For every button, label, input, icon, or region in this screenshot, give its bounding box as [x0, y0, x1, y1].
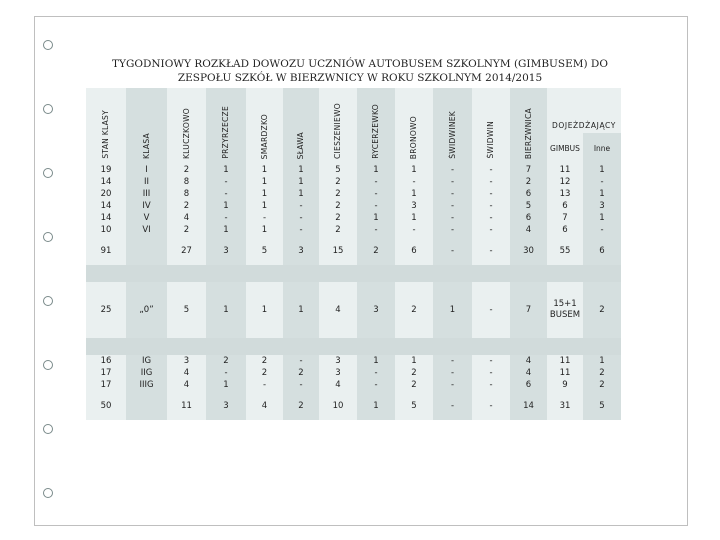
table-row: [86, 200, 621, 212]
table-cell: 2: [206, 355, 246, 367]
table-cell: VI: [126, 224, 167, 236]
separator-band: [86, 265, 621, 282]
column-header-label: PRZYRZECZE: [221, 106, 230, 159]
binder-ring-icon: [43, 104, 53, 114]
table-cell: I: [126, 164, 167, 176]
table-cell: 31: [547, 391, 583, 420]
table-cell: 16: [86, 355, 126, 367]
table-cell: 2: [319, 200, 357, 212]
column-header: [472, 88, 510, 164]
table-cell: 1: [246, 224, 283, 236]
table-cell: 2: [395, 367, 433, 379]
table-cell: -: [246, 212, 283, 224]
schedule-table: [86, 88, 621, 420]
table-cell: 1: [357, 212, 395, 224]
column-header-label: KLASA: [141, 133, 151, 159]
column-header-label: STAN KLASY: [101, 110, 110, 159]
column-header: [395, 88, 433, 164]
table-cell: -: [395, 176, 433, 188]
table-row: [86, 212, 621, 224]
table-cell: 14: [86, 200, 126, 212]
table-cell: -: [433, 176, 472, 188]
table-cell: 30: [510, 236, 547, 265]
table-cell: -: [433, 236, 472, 265]
table-cell: 15: [319, 236, 357, 265]
table-cell: 3: [206, 391, 246, 420]
table-cell: 5: [510, 200, 547, 212]
table-cell: 1: [246, 282, 283, 338]
subheader-cell: GIMBUS: [547, 133, 583, 164]
table-cell: 3: [395, 200, 433, 212]
table-cell: 8: [167, 188, 206, 200]
table-cell: 2: [395, 379, 433, 391]
table-cell: 1: [395, 355, 433, 367]
column-header-label: CIESZENIEWO: [333, 102, 342, 159]
column-header: [283, 88, 319, 164]
table-cell: 50: [86, 391, 126, 420]
table-cell: 1: [206, 200, 246, 212]
table-cell: IIIG: [126, 379, 167, 391]
table-cell: -: [283, 379, 319, 391]
table-cell: 2: [167, 164, 206, 176]
table-cell: -: [357, 176, 395, 188]
table-cell: 19: [86, 164, 126, 176]
table-cell: 2: [246, 367, 283, 379]
table-cell: 6: [395, 236, 433, 265]
table-cell: 1: [246, 188, 283, 200]
table-cell: -: [206, 188, 246, 200]
table-cell: 6: [510, 379, 547, 391]
table-cell: [126, 391, 167, 420]
table-cell: 14: [86, 176, 126, 188]
table-cell: -: [472, 236, 510, 265]
table-cell: 1: [583, 212, 621, 224]
table-cell: 1: [283, 188, 319, 200]
table-cell: „0”: [126, 282, 167, 338]
table-cell: 91: [86, 236, 126, 265]
table-row: [86, 224, 621, 236]
table-cell: -: [433, 188, 472, 200]
table-cell: 1: [283, 164, 319, 176]
table-cell: 1: [583, 164, 621, 176]
table-cell: 10: [319, 391, 357, 420]
table-cell: 1: [583, 355, 621, 367]
table-row: [86, 379, 621, 391]
column-header: [86, 88, 126, 164]
table-cell: 1: [433, 282, 472, 338]
separator-row: [86, 265, 621, 282]
table-cell: 4: [510, 355, 547, 367]
table-cell: -: [433, 355, 472, 367]
table-cell: -: [283, 355, 319, 367]
table-cell: 1: [206, 379, 246, 391]
table-row: [86, 367, 621, 379]
table-cell: 2: [319, 212, 357, 224]
table-cell: -: [433, 379, 472, 391]
table-cell: -: [357, 379, 395, 391]
table-cell: 14: [86, 212, 126, 224]
table-cell: [126, 236, 167, 265]
table-cell: 7: [547, 212, 583, 224]
table-cell: 2: [357, 236, 395, 265]
column-header: [246, 88, 283, 164]
table-cell: 4: [167, 212, 206, 224]
table-cell: 3: [283, 236, 319, 265]
table-cell: 2: [167, 200, 206, 212]
table-cell: 1: [283, 282, 319, 338]
table-cell: -: [433, 224, 472, 236]
table-cell: 6: [547, 224, 583, 236]
table-cell: -: [472, 164, 510, 176]
table-cell: -: [472, 224, 510, 236]
column-header-label: SMARDZKO: [259, 113, 269, 159]
table-cell: -: [472, 176, 510, 188]
column-header-label: BIERZWNICA: [523, 107, 533, 159]
table-cell: 1: [206, 282, 246, 338]
table-cell: IIG: [126, 367, 167, 379]
binder-ring-icon: [43, 40, 53, 50]
table-cell: -: [357, 224, 395, 236]
table-cell: 1: [395, 164, 433, 176]
column-header-label: BRONOWO: [409, 115, 418, 159]
table-cell: 8: [167, 176, 206, 188]
column-header: [126, 88, 167, 164]
table-cell: 4: [167, 367, 206, 379]
table-cell: 3: [583, 200, 621, 212]
table-cell: -: [472, 200, 510, 212]
table-cell: -: [583, 176, 621, 188]
table-cell: IG: [126, 355, 167, 367]
table-cell: 6: [510, 188, 547, 200]
binder-ring-icon: [43, 296, 53, 306]
table-cell: 2: [319, 176, 357, 188]
table-cell: 3: [206, 236, 246, 265]
table-cell: -: [472, 188, 510, 200]
table-cell: 1: [206, 164, 246, 176]
table-cell: 5: [319, 164, 357, 176]
table-cell: -: [206, 176, 246, 188]
table-cell: -: [357, 200, 395, 212]
table-cell: -: [206, 212, 246, 224]
table-cell: 7: [510, 282, 547, 338]
page-title: TYGODNIOWY ROZKŁAD DOWOZU UCZNIÓW AUTOBUSEM SZKOLNYM (GIMBUSEM) DO ZESPOŁU SZKÓŁ W BIERZWNICY W ROKU SZKOLNYM 2014/2015: [112, 58, 608, 84]
table-cell: 1: [206, 224, 246, 236]
table-cell: 9: [547, 379, 583, 391]
table-cell: 1: [357, 391, 395, 420]
column-header-label: RYCERZEWKO: [371, 104, 380, 159]
table-cell: 2: [246, 355, 283, 367]
table-cell: -: [472, 282, 510, 338]
table-cell: 7: [510, 164, 547, 176]
table-cell: 2: [319, 224, 357, 236]
table-cell: 11: [547, 367, 583, 379]
table-cell: -: [433, 367, 472, 379]
table-cell: 11: [547, 355, 583, 367]
table-cell: III: [126, 188, 167, 200]
column-header-label: ŚWIDWINEK: [447, 111, 457, 159]
table-cell: 13: [547, 188, 583, 200]
table-cell: -: [283, 212, 319, 224]
table-cell: 4: [167, 379, 206, 391]
dojezdzajacy-header: DOJEŻDŻAJĄCY: [547, 88, 621, 133]
column-header: [319, 88, 357, 164]
table-cell: -: [433, 212, 472, 224]
table-cell: 2: [583, 379, 621, 391]
table-cell: 5: [167, 282, 206, 338]
table-cell: 2: [167, 224, 206, 236]
table-cell: 1: [357, 164, 395, 176]
table-cell: 1: [395, 188, 433, 200]
table-cell: 1: [246, 200, 283, 212]
table-row: [86, 355, 621, 367]
table-cell: 14: [510, 391, 547, 420]
table-cell: -: [395, 224, 433, 236]
table-cell: -: [472, 391, 510, 420]
table-cell: 10: [86, 224, 126, 236]
column-header-label: SŁAWA: [296, 131, 305, 159]
table-cell: -: [283, 224, 319, 236]
separator-row: [86, 338, 621, 355]
table-cell: 1: [357, 355, 395, 367]
table-cell: 2: [395, 282, 433, 338]
table-cell: 5: [583, 391, 621, 420]
table-cell: 2: [583, 367, 621, 379]
table-cell: 2: [583, 282, 621, 338]
table-cell: 3: [319, 367, 357, 379]
table-cell: IV: [126, 200, 167, 212]
table-cell: -: [472, 379, 510, 391]
column-header: [510, 88, 547, 164]
binder-ring-icon: [43, 488, 53, 498]
subheader-cell: Inne: [583, 133, 621, 164]
table-row: [86, 164, 621, 176]
table-cell: 4: [319, 379, 357, 391]
table-cell: -: [583, 224, 621, 236]
column-header: [357, 88, 395, 164]
table-cell: 3: [357, 282, 395, 338]
table-cell: 3: [167, 355, 206, 367]
table-cell: 1: [246, 164, 283, 176]
table-cell: 2: [510, 176, 547, 188]
column-header-label: ŚWIDWIN: [486, 121, 495, 159]
binder-ring-icon: [43, 168, 53, 178]
table-cell: 25: [86, 282, 126, 338]
table-cell: II: [126, 176, 167, 188]
table-cell: 1: [246, 176, 283, 188]
binder-ring-icon: [43, 360, 53, 370]
table-cell: 2: [319, 188, 357, 200]
table-row: [86, 176, 621, 188]
table-cell: 6: [510, 212, 547, 224]
separator-band: [86, 338, 621, 355]
table-cell: 5: [395, 391, 433, 420]
table-cell: 4: [319, 282, 357, 338]
table-body: [86, 88, 621, 420]
table-cell: -: [246, 379, 283, 391]
table-row: [86, 282, 621, 338]
table-cell: 4: [510, 224, 547, 236]
table-cell: 6: [583, 236, 621, 265]
table-cell: 3: [319, 355, 357, 367]
table-cell: 55: [547, 236, 583, 265]
table-cell: 1: [283, 176, 319, 188]
table-cell: 6: [547, 200, 583, 212]
table-cell: -: [472, 355, 510, 367]
table-cell: -: [472, 212, 510, 224]
binder-ring-icon: [43, 232, 53, 242]
column-header: [167, 88, 206, 164]
table-cell: 11: [547, 164, 583, 176]
table-cell: 4: [246, 391, 283, 420]
binder-ring-icon: [43, 424, 53, 434]
table-cell: V: [126, 212, 167, 224]
column-header: [433, 88, 472, 164]
table-cell: 11: [167, 391, 206, 420]
table-cell: 5: [246, 236, 283, 265]
table-cell: -: [472, 367, 510, 379]
header-row: [86, 88, 621, 133]
table-cell: -: [206, 367, 246, 379]
table-cell: 1: [583, 188, 621, 200]
table-cell: 2: [283, 391, 319, 420]
table-cell: 2: [283, 367, 319, 379]
table-cell: -: [283, 200, 319, 212]
summary-row: [86, 236, 621, 265]
table-cell: -: [433, 164, 472, 176]
table-cell: -: [433, 200, 472, 212]
table-cell: -: [357, 367, 395, 379]
table-cell: 4: [510, 367, 547, 379]
table-row: [86, 188, 621, 200]
table-cell: 1: [395, 212, 433, 224]
table-cell: 12: [547, 176, 583, 188]
table-cell: 17: [86, 367, 126, 379]
column-header: [206, 88, 246, 164]
column-header-label: KLUCZKOWO: [181, 107, 191, 159]
table-cell: 17: [86, 379, 126, 391]
table-cell: 20: [86, 188, 126, 200]
table-cell: -: [433, 391, 472, 420]
table-cell: 27: [167, 236, 206, 265]
summary-row: [86, 391, 621, 420]
table-cell: -: [357, 188, 395, 200]
table-cell: 15+1 BUSEM: [547, 282, 583, 338]
